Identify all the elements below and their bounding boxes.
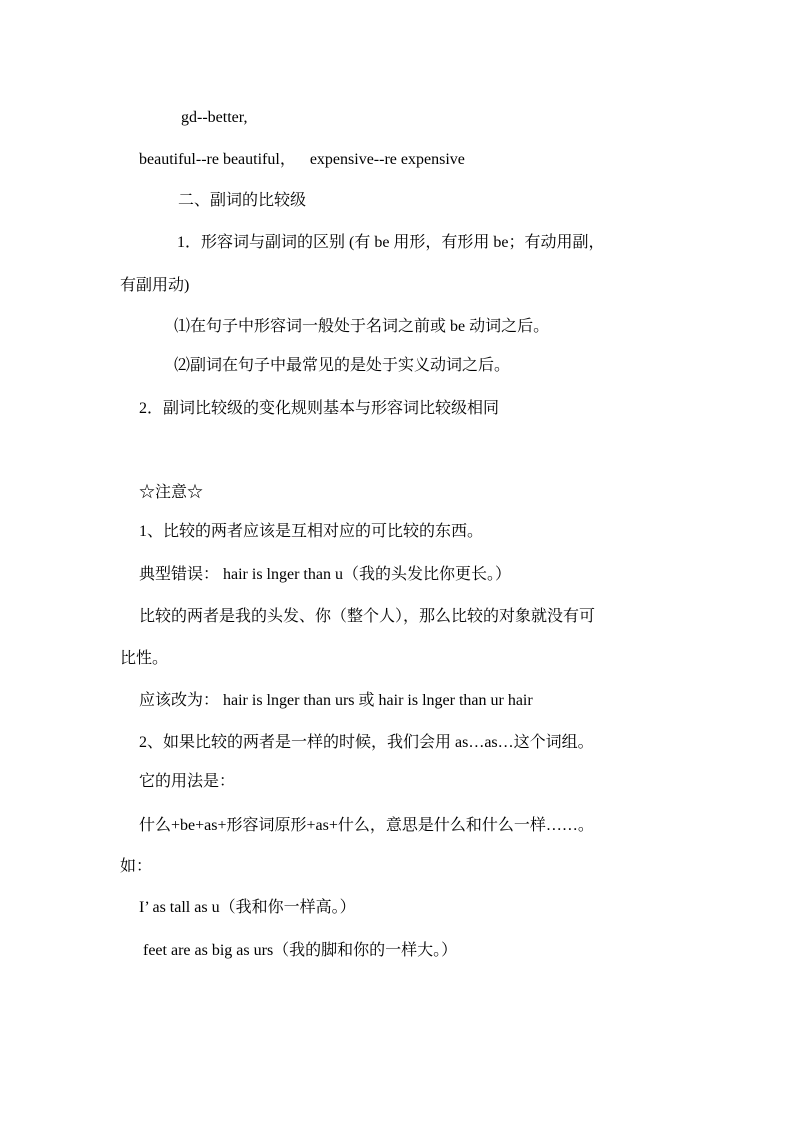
text-line-gd-better: gd--better, xyxy=(181,109,248,126)
text-line-point-1: 1．形容词与副词的区别 (有 be 用形，有形用 be；有动用副， xyxy=(177,234,605,251)
text-line-notice-2: 2、如果比较的两者是一样的时候，我们会用 as…as…这个词组。 xyxy=(139,734,594,751)
text-line-usage-formula: 什么+be+as+形容词原形+as+什么，意思是什么和什么一样……。 xyxy=(139,817,594,834)
text-line-example-label: 如： xyxy=(120,858,153,875)
section-heading-adverb-comparative: 二、副词的比较级 xyxy=(178,192,307,209)
text-line-point-1-cont: 有副用动) xyxy=(120,277,190,294)
notice-heading: ☆注意☆ xyxy=(139,484,204,501)
text-line-beautiful xyxy=(139,150,465,170)
text-expensive-comparative: expensive--re expensive xyxy=(309,151,465,168)
text-line-typical-error: 典型错误： hair is lnger than u（我的头发比你更长。） xyxy=(139,566,511,583)
text-line-explanation: 比较的两者是我的头发、你（整个人），那么比较的对象就没有可 xyxy=(139,608,596,625)
text-line-usage-intro: 它的用法是： xyxy=(139,773,236,790)
text-beautiful-comparative: beautiful--re beautiful， xyxy=(139,151,296,168)
text-line-notice-1: 1、比较的两者应该是互相对应的可比较的东西。 xyxy=(139,523,484,540)
text-line-example-1: I’ as tall as u（我和你一样高。） xyxy=(139,899,356,916)
text-line-example-2: feet are as big as urs（我的脚和你的一样大。） xyxy=(143,942,458,959)
text-line-correction: 应该改为： hair is lnger than urs 或 hair is lnger than ur hair xyxy=(139,692,533,709)
text-line-sub-1: ⑴在句子中形容词一般处于名词之前或 be 动词之后。 xyxy=(174,318,550,335)
text-line-sub-2: ⑵副词在句子中最常见的是处于实义动词之后。 xyxy=(174,357,511,374)
text-line-explanation-cont: 比性。 xyxy=(120,650,169,667)
text-line-point-2: 2．副词比较级的变化规则基本与形容词比较级相同 xyxy=(139,400,500,417)
